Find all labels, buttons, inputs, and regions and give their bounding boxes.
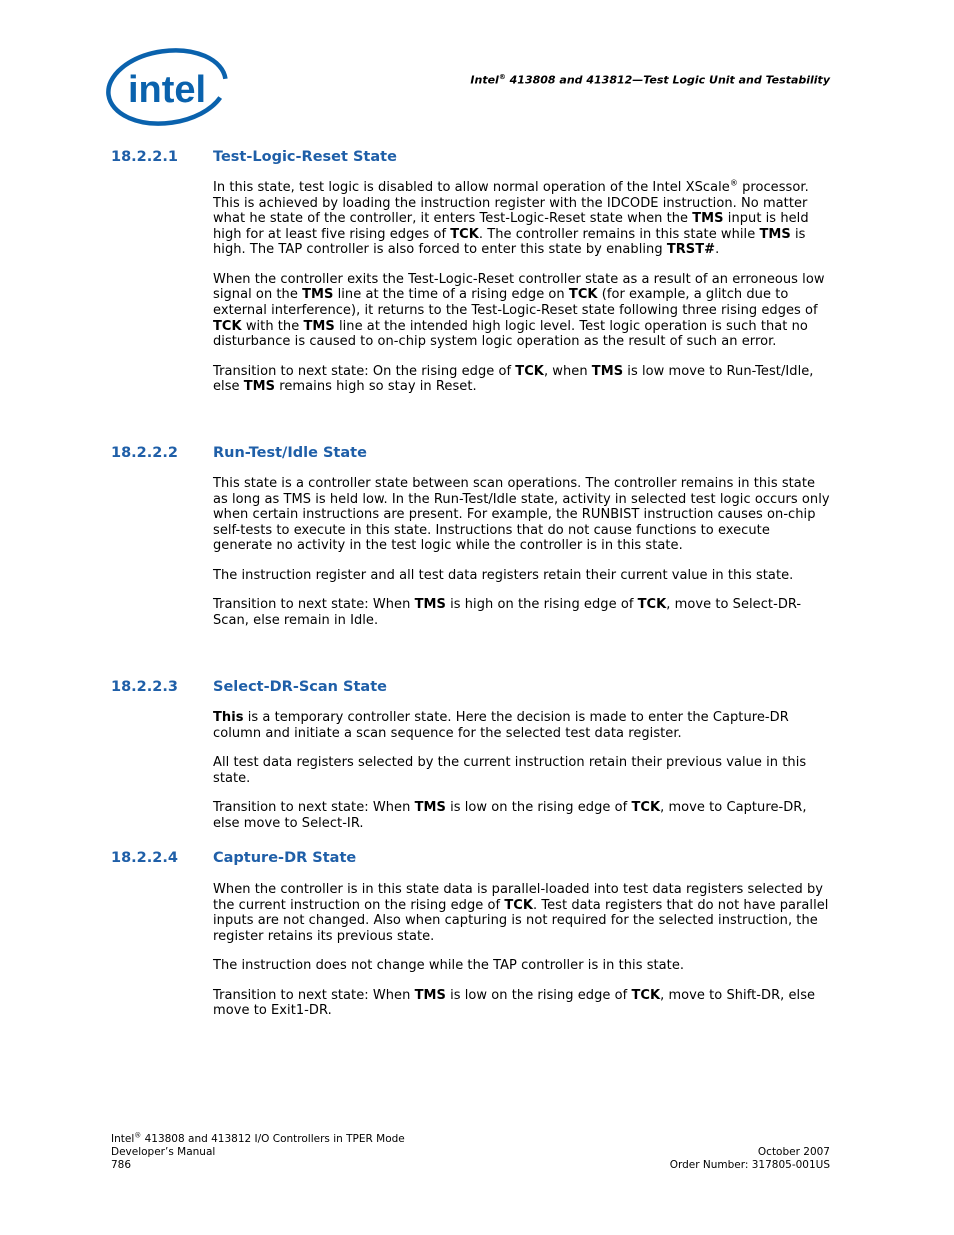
- signal-name: TCK: [631, 799, 661, 815]
- paragraph: [213, 882, 833, 944]
- text-run: is a temporary controller state. Here the decision is made to enter the Capture-DR column and initiate a scan sequence for the selected test data register.: [213, 710, 789, 741]
- registered-mark: ®: [729, 178, 738, 188]
- section-title: Run-Test/Idle State: [213, 445, 367, 461]
- section-body: [213, 476, 833, 642]
- signal-name: TMS: [414, 799, 446, 815]
- text-run: .: [715, 242, 720, 258]
- paragraph: [213, 364, 833, 395]
- text-run: , move to Shift-DR, else move to Exit1-DR.: [213, 987, 816, 1019]
- text-run: Transition to next state: On the rising edge of: [213, 363, 516, 379]
- text-run: , when: [543, 363, 592, 379]
- signal-name: This: [213, 710, 244, 725]
- signal-name: TMS: [759, 226, 791, 242]
- text-run: (for example, a glitch due to external interference), it returns to the Test-Logic-Reset state following three rising edges of: [213, 287, 818, 318]
- text-run: is low on the rising edge of: [445, 987, 632, 1003]
- svg-text:intel: intel: [127, 69, 207, 111]
- paragraph: [213, 272, 833, 350]
- order-number: Order Number: 317805-001US: [669, 1159, 830, 1171]
- footer-left: [111, 1133, 405, 1172]
- text-run: Transition to next state: When: [213, 987, 415, 1003]
- text-run: , move to Capture-DR, else move to Select-IR.: [213, 799, 807, 831]
- section-title: Select-DR-Scan State: [213, 679, 387, 695]
- signal-name: TMS: [692, 211, 724, 227]
- signal-name: TMS: [591, 363, 624, 379]
- footer-manual: Developer’s Manual: [111, 1146, 216, 1158]
- section-title: Test-Logic-Reset State: [213, 149, 397, 165]
- text-run: remains high so stay in Reset.: [275, 379, 477, 395]
- section-body: [213, 710, 833, 845]
- paragraph: [213, 476, 833, 554]
- section-number: 18.2.2.2: [111, 445, 178, 461]
- text-run: line at the time of a rising edge on: [333, 287, 569, 303]
- signal-name: TCK: [637, 597, 667, 613]
- text-run: with the: [241, 318, 304, 334]
- text-run: All test data registers selected by the current instruction retain their previous value in this state.: [213, 754, 807, 786]
- signal-name: TMS: [414, 597, 446, 613]
- paragraph: [213, 755, 833, 786]
- footer-right: [670, 1146, 830, 1172]
- text-run: Transition to next state: When: [213, 597, 415, 613]
- section-number: 18.2.2.4: [111, 850, 178, 866]
- signal-name: TCK: [213, 318, 242, 334]
- text-run: . The controller remains in this state while: [478, 226, 760, 242]
- section-title: Capture-DR State: [213, 850, 357, 866]
- paragraph: [213, 597, 833, 628]
- text-run: is low move to Run-Test/Idle, else: [213, 363, 814, 395]
- text-run: The instruction does not change while the TAP controller is in this state.: [213, 958, 685, 974]
- signal-name: TCK: [515, 363, 544, 379]
- signal-name: TCK: [631, 987, 661, 1003]
- text-run: is low on the rising edge of: [445, 799, 632, 815]
- paragraph: [213, 568, 833, 584]
- text-run: , move to Select-DR-Scan, else remain in Idle.: [213, 597, 802, 628]
- signal-name: TMS: [303, 318, 335, 334]
- intel-logo: [104, 44, 230, 128]
- signal-name: TCK: [568, 287, 598, 303]
- paragraph: [213, 988, 833, 1019]
- text-run: In this state, test logic is disabled to allow normal operation of the Intel XScale: [213, 180, 730, 195]
- page-number: 786: [111, 1159, 132, 1171]
- text-run: is high. The TAP controller is also forced to enter this state by enabling: [213, 226, 806, 258]
- signal-name: TCK: [450, 226, 479, 242]
- text-run: When the controller exits the Test-Logic-Reset controller state as a result of an erroneous low signal on the: [213, 271, 825, 303]
- footer-product: Intel® 413808 and 413812 I/O Controllers in TPER Mode: [111, 1131, 405, 1145]
- running-header: Intel® 413808 and 413812—Test Logic Unit and Testability: [470, 73, 830, 87]
- section-number: 18.2.2.3: [111, 679, 178, 695]
- text-run: processor. This is achieved by loading the instruction register with the IDCODE instruction. No matter what he state of the controller, it enters Test-Logic-Reset state when the: [213, 180, 809, 227]
- text-run: input is held high for at least five rising edges of: [213, 211, 809, 242]
- paragraph: [213, 180, 833, 258]
- paragraph: [213, 958, 833, 974]
- section-number: 18.2.2.1: [111, 149, 178, 165]
- signal-name: TRST#: [666, 242, 716, 258]
- text-run: is high on the rising edge of: [445, 597, 638, 613]
- signal-name: TMS: [414, 987, 446, 1003]
- signal-name: TCK: [504, 897, 533, 913]
- text-run: The instruction register and all test data registers retain their current value in this state.: [213, 567, 794, 583]
- text-run: . Test data registers that do not have parallel inputs are not changed. Also when capturing is not required for the selected instruction, the register retains its previous state.: [213, 897, 829, 944]
- text-run: When the controller is in this state data is parallel-loaded into test data registers selected by the current instruction on the rising edge of: [213, 882, 824, 913]
- paragraph: [213, 800, 833, 831]
- text-run: This state is a controller state between scan operations. The controller remains in this state as long as TMS is held low. In the Run-Test/Idle state, activity in selected test logic occurs only when certain instructions are present. For example, the RUNBIST instruction causes on-chip self-tests to execute in this state. Instructions that do not cause functions to execute generate no activity in the test logic while the controller is in this state.: [213, 476, 830, 554]
- text-run: line at the intended high logic level. Test logic operation is such that no disturbance is caused to on-chip system logic operation as the result of such an error.: [213, 318, 808, 350]
- text-run: Transition to next state: When: [213, 799, 415, 815]
- section-body: [213, 180, 833, 409]
- signal-name: TMS: [243, 379, 276, 395]
- signal-name: TMS: [302, 287, 334, 303]
- paragraph: [213, 710, 833, 741]
- section-body: [213, 882, 833, 1033]
- footer-date: October 2007: [757, 1146, 830, 1158]
